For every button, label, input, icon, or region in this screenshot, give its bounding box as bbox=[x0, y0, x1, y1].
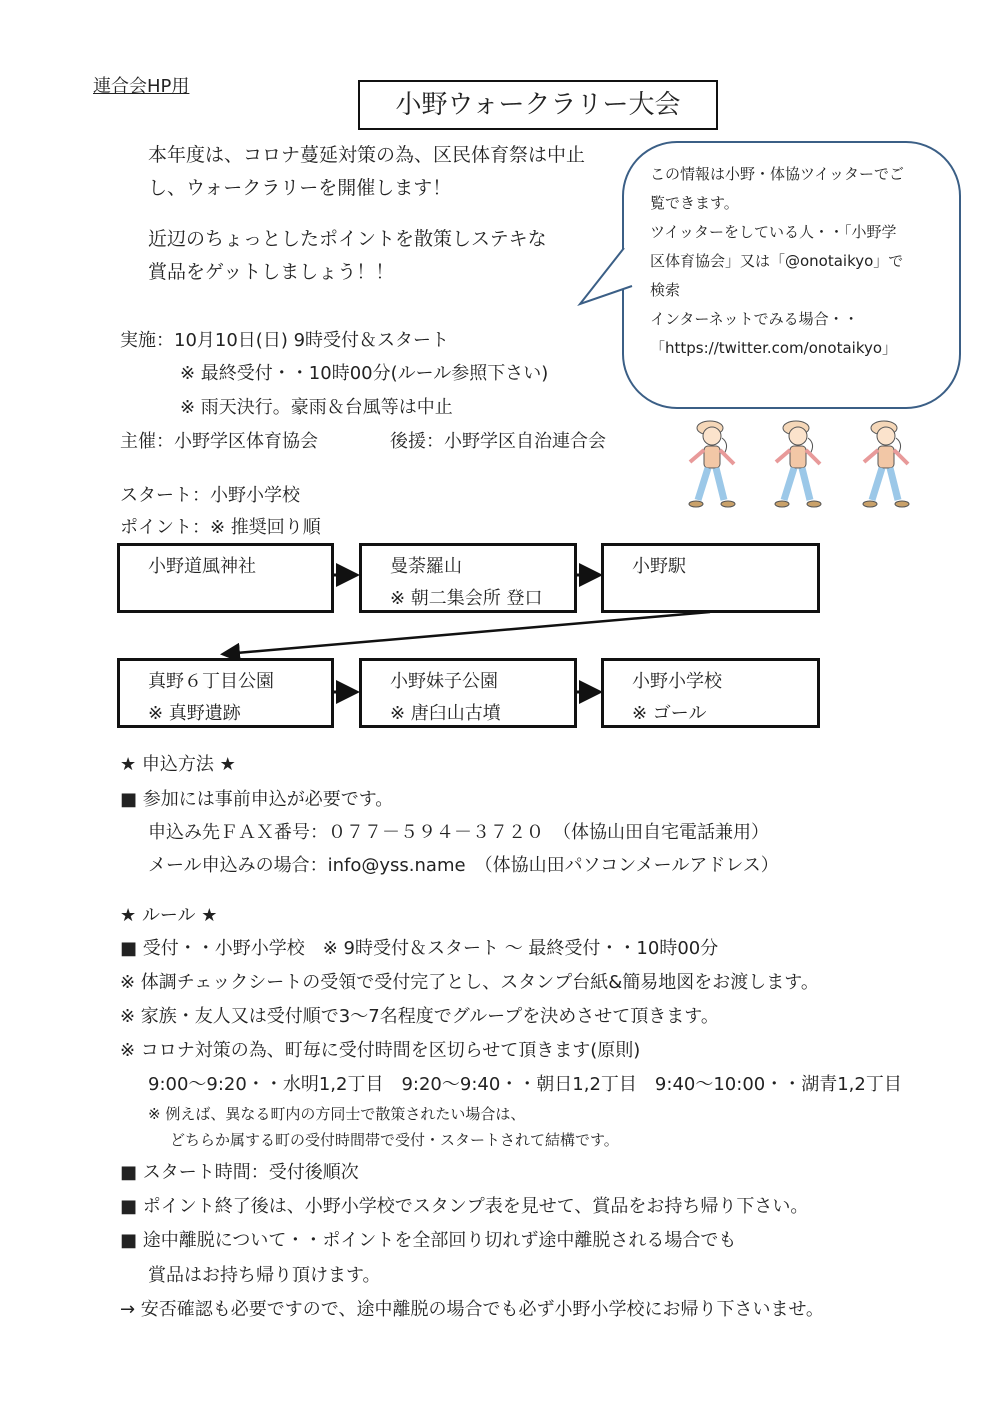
header-tag: 連合会HP用 bbox=[93, 76, 190, 97]
route-name: 小野妹子公園 bbox=[390, 671, 498, 692]
intro-line-4: 賞品をゲットしましょう！！ bbox=[148, 261, 395, 283]
bubble-line: この情報は小野・体協ツイッターでご bbox=[650, 165, 904, 183]
page-title: 小野ウォークラリー大会 bbox=[358, 80, 718, 130]
route-box-3 bbox=[601, 543, 820, 613]
rule-line: ■ 途中離脱について・・ポイントを全部回り切れず途中離脱される場合でも bbox=[120, 1230, 737, 1251]
bubble-line: 区体育協会」又は「@onotaikyo」で bbox=[650, 252, 904, 270]
route-note: ※ 朝二集会所 登口 bbox=[390, 588, 543, 609]
rule-line: ■ スタート時間：受付後順次 bbox=[120, 1162, 359, 1183]
route-name: 小野小学校 bbox=[632, 671, 722, 692]
event-support: 後援：小野学区自治連合会 bbox=[390, 431, 606, 452]
route-name: 真野６丁目公園 bbox=[148, 671, 274, 692]
bubble-line: 「https://twitter.com/onotaikyo」 bbox=[650, 339, 898, 357]
route-box-2 bbox=[359, 543, 577, 613]
event-date: 実施：10月10日(日) 9時受付＆スタート bbox=[120, 330, 450, 351]
bubble-line: インターネットでみる場合・・ bbox=[650, 310, 859, 328]
rule-schedule: 9:00〜9:20・・水明1,2丁目 9:20〜9:40・・朝日1,2丁目 9:40〜10:00・・湖青1,2丁目 bbox=[148, 1074, 902, 1095]
apply-mail: メール申込みの場合：info@yss.name （体協山田パソコンメールアドレス） bbox=[148, 855, 779, 876]
bubble-line: 覧できます。 bbox=[650, 194, 739, 212]
event-note-2: ※ 雨天決行。豪雨＆台風等は中止 bbox=[180, 397, 453, 418]
intro-line-1: 本年度は、コロナ蔓延対策の為、区民体育祭は中止 bbox=[148, 144, 586, 166]
event-start: スタート：小野小学校 bbox=[120, 485, 300, 506]
rule-line: → 安否確認も必要ですので、途中離脱の場合でも必ず小野小学校にお帰り下さいませ。 bbox=[120, 1299, 824, 1320]
apply-line-1: ■ 参加には事前申込が必要です。 bbox=[120, 789, 394, 810]
route-note: ※ 真野遺跡 bbox=[148, 703, 241, 724]
event-host: 主催：小野学区体育協会 bbox=[120, 431, 318, 452]
event-points: ポイント：※ 推奨回り順 bbox=[120, 517, 321, 538]
bubble-line: ツイッターをしている人・・「小野学 bbox=[650, 223, 897, 241]
intro-line-3: 近辺のちょっとしたポイントを散策しステキな bbox=[148, 228, 547, 250]
rule-line: ※ 家族・友人又は受付順で3〜7名程度でグループを決めさせて頂きます。 bbox=[120, 1006, 719, 1027]
rule-line: ■ ポイント終了後は、小野小学校でスタンプ表を見せて、賞品をお持ち帰り下さい。 bbox=[120, 1196, 809, 1217]
event-note-1: ※ 最終受付・・10時00分(ルール参照下さい) bbox=[180, 363, 549, 384]
bubble-line: 検索 bbox=[650, 281, 681, 299]
rule-line: ※ 体調チェックシートの受領で受付完了とし、スタンプ台紙&簡易地図をお渡します。 bbox=[120, 972, 819, 993]
route-name: 曼荼羅山 bbox=[390, 556, 462, 577]
rule-small-2: どちらか属する町の受付時間帯で受付・スタートされて結構です。 bbox=[170, 1131, 619, 1149]
route-name: 小野駅 bbox=[632, 556, 686, 577]
rule-small-1: ※ 例えば、異なる町内の方同士で散策されたい場合は、 bbox=[148, 1105, 526, 1123]
apply-fax: 申込み先ＦＡＸ番号：０７７－５９４－３７２０ （体協山田自宅電話兼用） bbox=[148, 822, 769, 843]
rule-line: ※ コロナ対策の為、町毎に受付時間を区切らせて頂きます(原則) bbox=[120, 1040, 641, 1061]
route-name: 小野道風神社 bbox=[148, 556, 256, 577]
intro-line-2: し、ウォークラリーを開催します！ bbox=[148, 177, 452, 199]
rule-line: ■ 受付・・小野小学校 ※ 9時受付＆スタート 〜 最終受付・・10時00分 bbox=[120, 938, 719, 959]
route-note: ※ 唐臼山古墳 bbox=[390, 703, 501, 724]
route-box-4 bbox=[117, 658, 334, 728]
route-box-6 bbox=[601, 658, 820, 728]
rules-heading: ★ ルール ★ bbox=[120, 905, 218, 926]
route-box-5 bbox=[359, 658, 577, 728]
route-box-1 bbox=[117, 543, 334, 613]
rule-line: 賞品はお持ち帰り頂けます。 bbox=[148, 1265, 381, 1286]
route-note: ※ ゴール bbox=[632, 703, 707, 724]
apply-heading: ★ 申込方法 ★ bbox=[120, 754, 236, 775]
